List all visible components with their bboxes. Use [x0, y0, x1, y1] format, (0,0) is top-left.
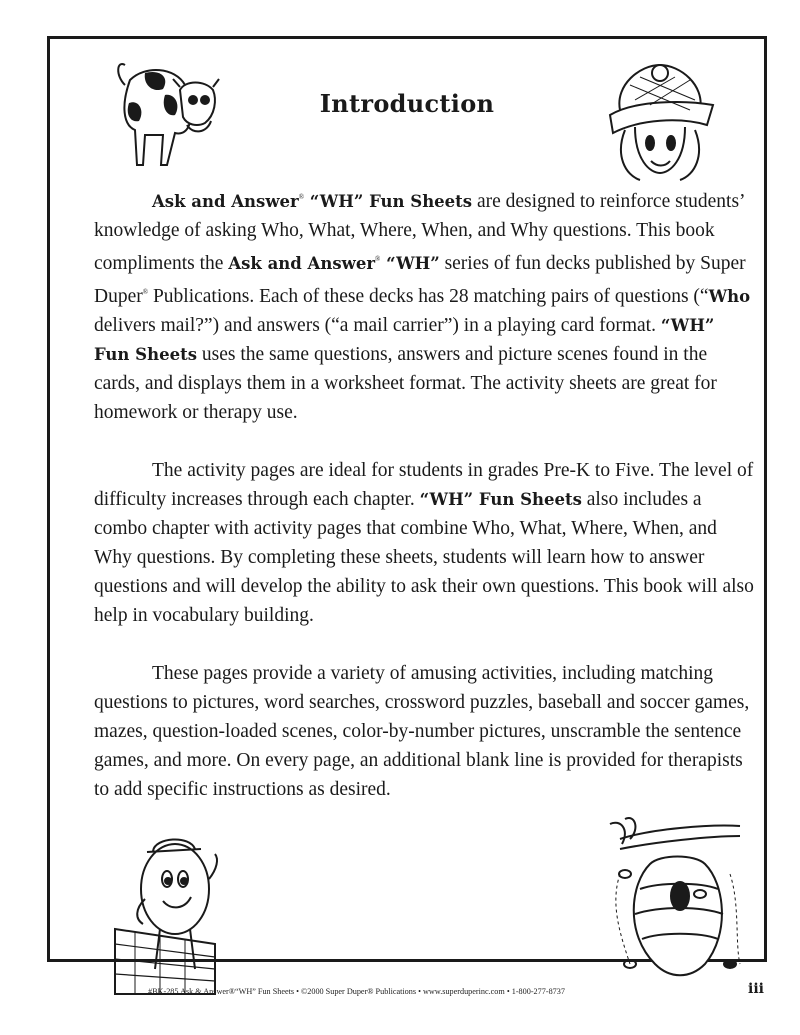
- registered-mark: ®: [298, 193, 305, 201]
- text-run: Publications. Each of these decks has 28 matching pairs of questions (“: [148, 286, 709, 307]
- paragraph-1: [94, 183, 754, 427]
- girl-illustration: [595, 55, 725, 185]
- text-run: The activity pages are ideal for students in grades Pre-K to Five. The level of difficulty increases through each chapter.: [94, 460, 754, 510]
- text-run: also includes a combo chapter with activity pages that combine Who, What, Where, When, and Why questions. By completing these sheets, students will learn how to answer questions and will develop the ability to ask their own questions. This book will also help in vocabulary building.: [94, 489, 754, 626]
- intro-body: [94, 183, 754, 833]
- text-run: delivers mail?”) and answers (“a mail carrier”) in a playing card format.: [94, 315, 661, 336]
- bold-phrase: Ask and Answer: [228, 254, 376, 273]
- page-number: iii: [748, 981, 764, 997]
- bold-phrase: “WH” Fun Sheets: [94, 316, 715, 364]
- text-run: These pages provide a variety of amusing activities, including matching questions to pictures, word searches, crossword puzzles, baseball and soccer games, mazes, question-loaded scenes, color-by-number pictures, unscramble the sentence games, and more. On every page, an additional blank line is provided for therapists to add specific instructions as desired.: [94, 663, 750, 800]
- cow-illustration: [105, 55, 235, 185]
- humpty-dumpty-illustration: [105, 819, 245, 999]
- beehive-illustration: [600, 814, 750, 989]
- registered-mark: ®: [375, 255, 381, 263]
- paragraph-3: [94, 659, 754, 804]
- registered-mark: ®: [142, 288, 149, 296]
- humpty-dumpty-icon: [105, 819, 245, 999]
- bold-phrase: “WH” Fun Sheets: [304, 192, 473, 211]
- text-run: uses the same questions, answers and picture scenes found in the cards, and displays them in a worksheet format. The activity sheets are great for homework or therapy use.: [94, 344, 717, 423]
- bold-phrase: “WH”: [380, 254, 440, 273]
- bold-phrase: Ask and Answer: [152, 192, 299, 211]
- text-run: series of fun decks published by Super Duper: [94, 253, 746, 307]
- page-border: [47, 36, 767, 962]
- bold-phrase: Who: [708, 287, 751, 306]
- cow-icon: [105, 55, 235, 185]
- text-run: are designed to reinforce students’ knowledge of asking Who, What, Where, When, and Why questions. This book compliments the: [94, 191, 745, 274]
- beehive-icon: [600, 814, 750, 989]
- girl-with-hat-icon: [595, 55, 725, 185]
- bold-phrase: “WH” Fun Sheets: [419, 490, 582, 509]
- paragraph-2: [94, 456, 754, 630]
- page-title: Introduction: [319, 89, 495, 118]
- footer-text: #BK-285 Ask & Answer®“WH” Fun Sheets • ©2000 Super Duper® Publications • www.superduperinc.com • 1-800-277-8737: [148, 987, 565, 996]
